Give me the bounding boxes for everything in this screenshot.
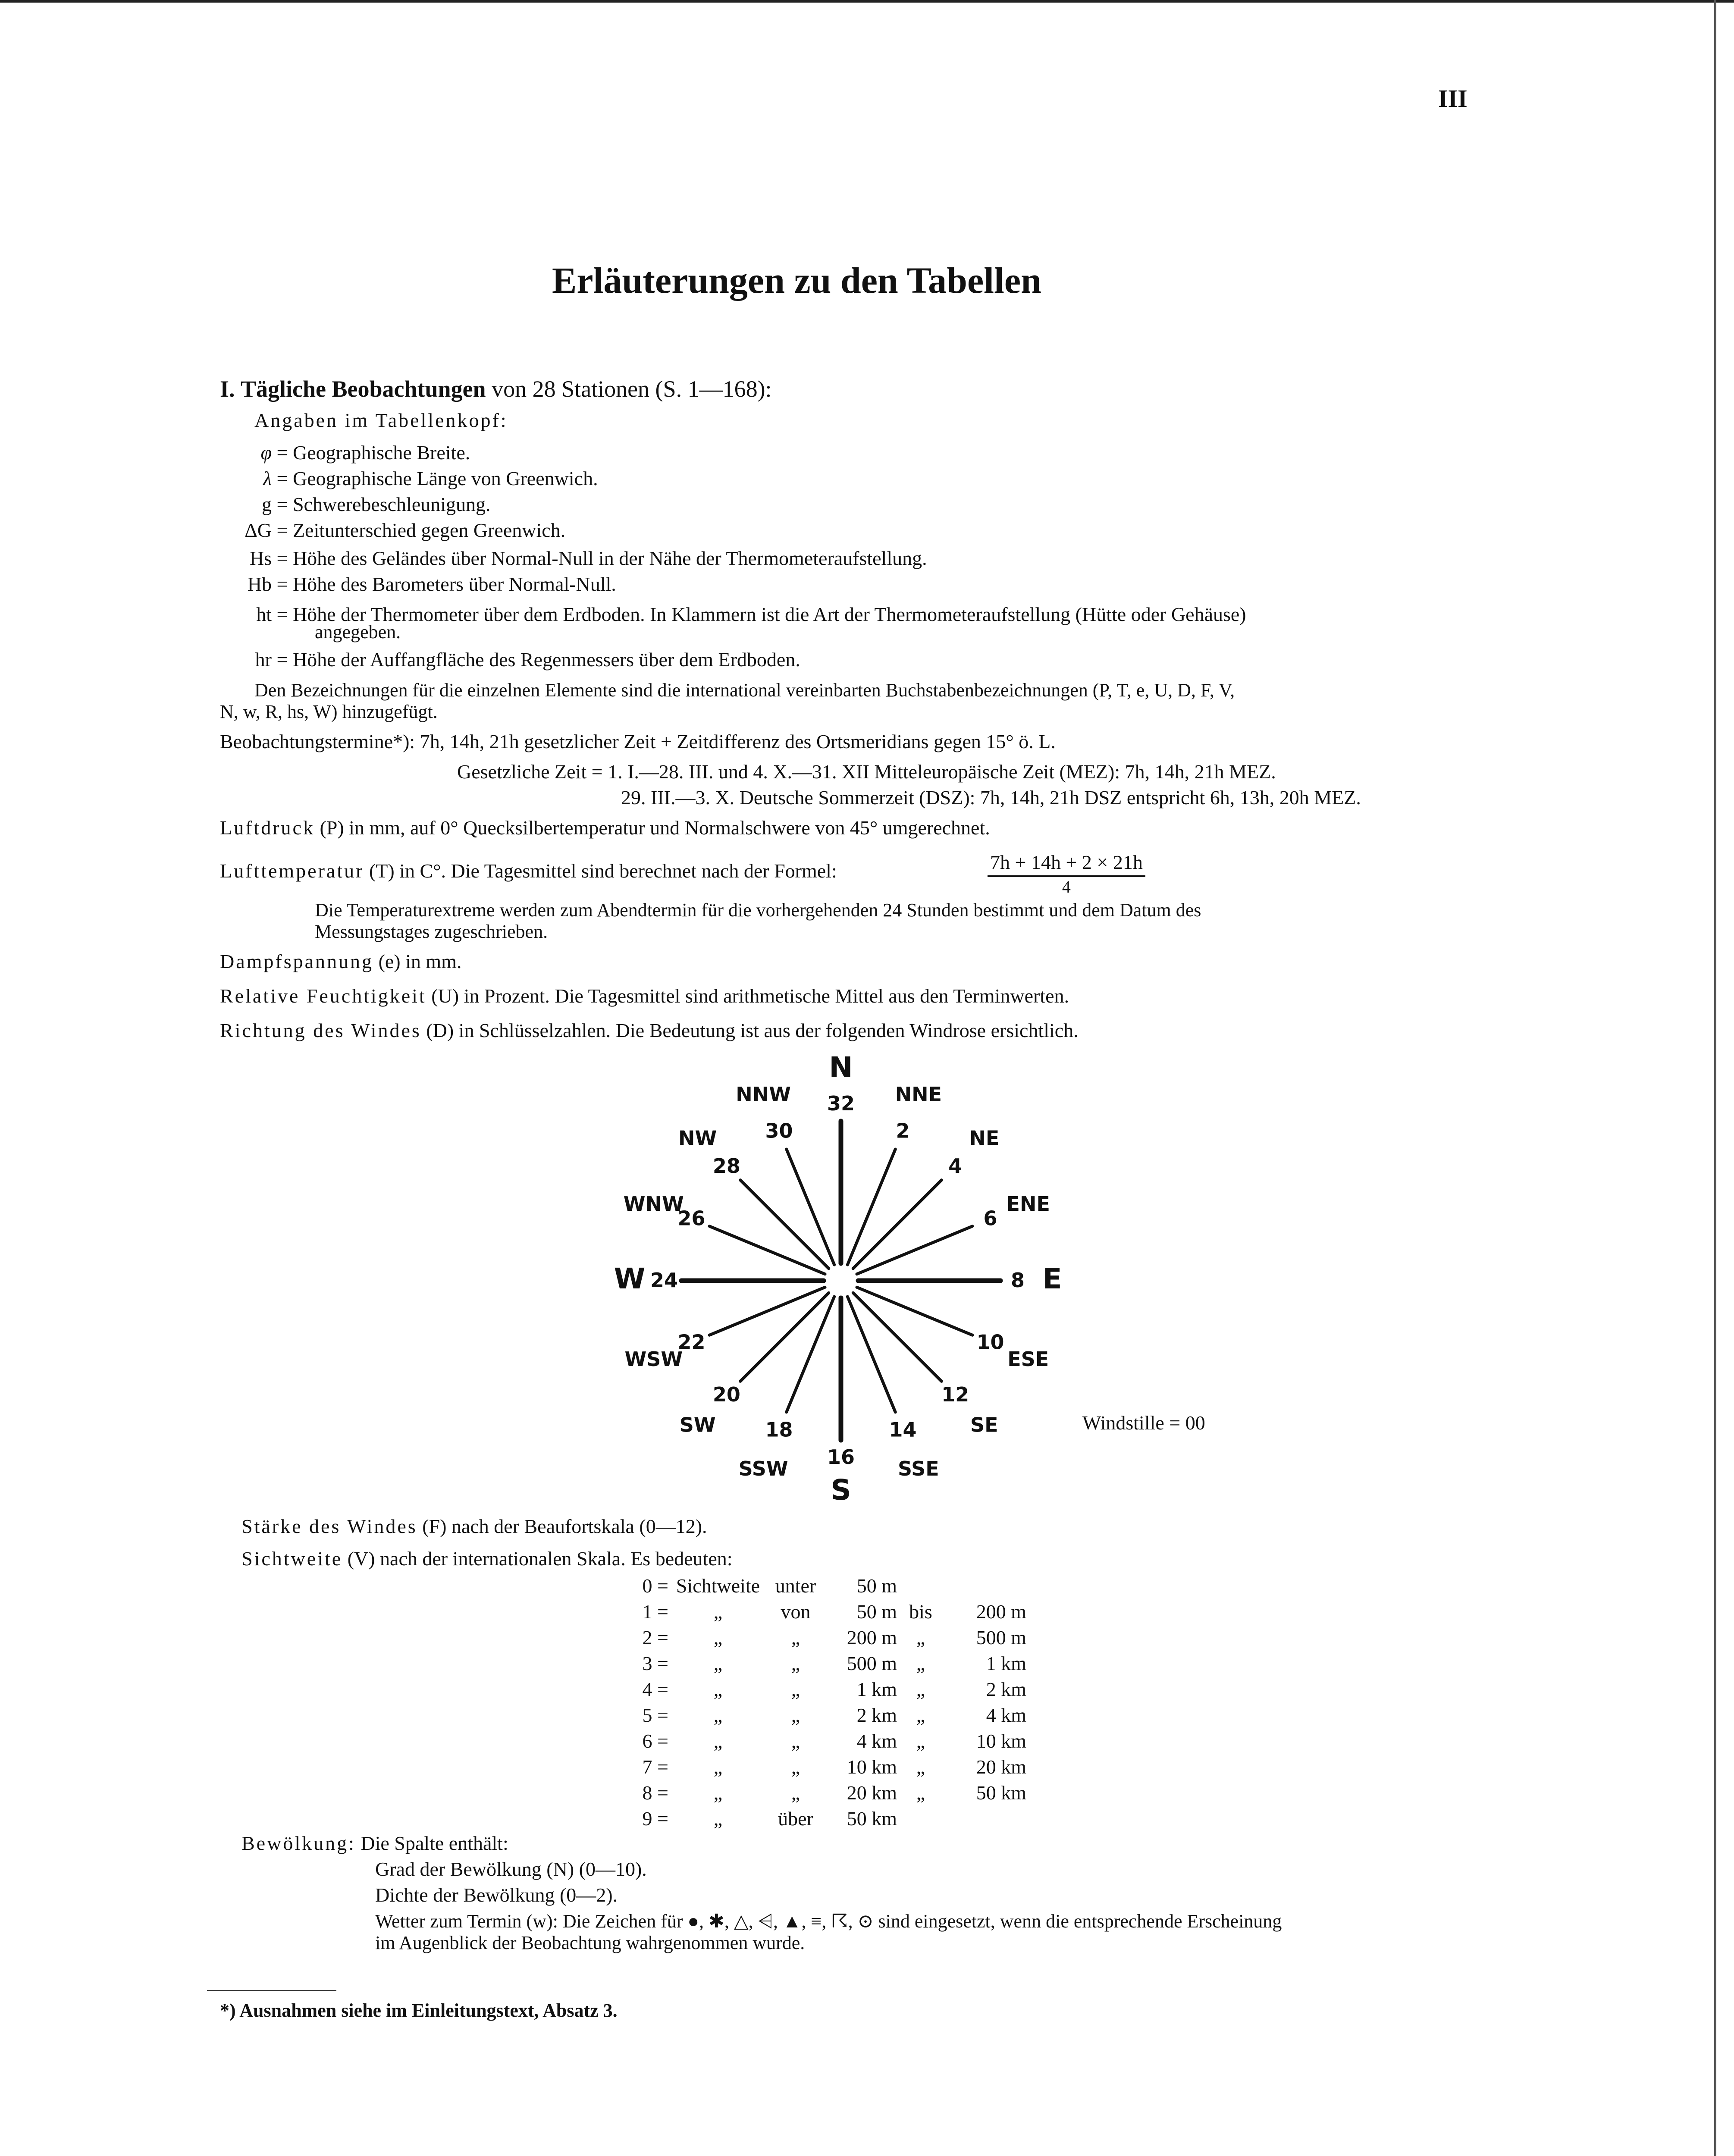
scan-edge-right bbox=[1714, 0, 1716, 2156]
table-cell: über bbox=[778, 1808, 813, 1830]
dampf-line bbox=[220, 949, 461, 975]
wind-code-sse: 14 bbox=[889, 1418, 917, 1442]
table-cell: 6 = bbox=[642, 1730, 668, 1752]
table-cell: 200 m bbox=[847, 1626, 897, 1648]
table-row bbox=[621, 1599, 1026, 1625]
table-cell: „ bbox=[791, 1652, 800, 1674]
wind-force-label: Stärke des Windes bbox=[241, 1515, 417, 1537]
elements-note-line1: Den Bezeichnungen für die einzelnen Elemente sind die international vereinbarten Buchstabenbezeichnungen (P, T, e, U, D, F, V, bbox=[254, 680, 1235, 701]
formula-numerator: 7h + 14h + 2 × 21h bbox=[988, 849, 1145, 877]
def-symbol: hr bbox=[255, 649, 272, 671]
wind-label-ssw: SSW bbox=[738, 1457, 788, 1481]
feuchte-label: Relative Feuchtigkeit bbox=[220, 985, 426, 1007]
table-cell: 2 = bbox=[642, 1626, 668, 1648]
wind-label-sse: SSE bbox=[898, 1457, 939, 1481]
table-cell: „ bbox=[916, 1756, 925, 1778]
table-cell: „ bbox=[713, 1756, 723, 1778]
table-cell: „ bbox=[713, 1782, 723, 1804]
def-text: Zeitunterschied gegen Greenwich. bbox=[292, 519, 566, 541]
wind-direction-label: Richtung des Windes bbox=[220, 1019, 421, 1041]
table-cell: 2 km bbox=[986, 1678, 1026, 1700]
wind-ray-ne bbox=[853, 1180, 941, 1269]
wind-code-sw: 20 bbox=[712, 1383, 740, 1407]
def-symbol: g bbox=[262, 493, 272, 515]
def-text: Schwerebeschleunigung. bbox=[292, 493, 491, 515]
def-text: Höhe des Geländes über Normal-Null in der Nähe der Thermometeraufstellung. bbox=[292, 547, 927, 569]
table-cell: 50 m bbox=[856, 1601, 897, 1623]
table-cell: 9 = bbox=[642, 1808, 668, 1830]
table-cell: „ bbox=[713, 1704, 723, 1726]
visibility-text: (V) nach der internationalen Skala. Es bedeuten: bbox=[347, 1548, 733, 1570]
wind-ray-wsw bbox=[709, 1287, 825, 1335]
table-cell: „ bbox=[791, 1704, 800, 1726]
wind-rose bbox=[561, 1056, 1121, 1505]
table-cell: 1 = bbox=[642, 1601, 668, 1623]
wind-code-w: 24 bbox=[650, 1269, 678, 1292]
wind-code-ne: 4 bbox=[948, 1154, 963, 1178]
table-cell: „ bbox=[916, 1704, 925, 1726]
lufttemp-label: Lufttemperatur bbox=[220, 860, 364, 882]
wind-label-nw: NW bbox=[678, 1126, 717, 1150]
table-cell: 500 m bbox=[976, 1626, 1026, 1648]
termine-text: 7h, 14h, 21h gesetzlicher Zeit + Zeitdifferenz des Ortsmeridians gegen 15° ö. L. bbox=[420, 730, 1056, 752]
lufttemp-line2: Die Temperaturextreme werden zum Abendtermin für die vorhergehenden 24 Stunden bestimmt und dem Datum des bbox=[315, 899, 1201, 921]
def-hb: Hb = Höhe des Barometers über Normal-Null. bbox=[207, 571, 616, 597]
wind-direction-text: (D) in Schlüsselzahlen. Die Bedeutung ist aus der folgenden Windrose ersichtlich. bbox=[426, 1019, 1079, 1041]
luftdruck-line bbox=[220, 815, 990, 841]
table-cell: Sichtweite bbox=[676, 1575, 760, 1597]
section-subtitle: von 28 Stationen (S. 1—168): bbox=[492, 376, 772, 402]
table-cell: 1 km bbox=[856, 1678, 897, 1700]
luftdruck-text: (P) in mm, auf 0° Quecksilbertemperatur und Normalschwere von 45° umgerechnet. bbox=[320, 817, 990, 839]
section-heading bbox=[220, 375, 772, 403]
lufttemp-text: (T) in C°. Die Tagesmittel sind berechnet nach der Formel: bbox=[369, 860, 837, 882]
visibility-line bbox=[241, 1546, 733, 1572]
table-cell: „ bbox=[916, 1730, 925, 1752]
wind-code-e: 8 bbox=[1010, 1269, 1025, 1292]
table-row bbox=[621, 1677, 1026, 1702]
table-cell bbox=[897, 1806, 944, 1832]
table-cell: „ bbox=[713, 1652, 723, 1674]
def-symbol: Hb bbox=[247, 573, 272, 595]
table-cell: 7 = bbox=[642, 1756, 668, 1778]
def-phi: φ = Geographische Breite. bbox=[207, 440, 470, 466]
dampf-text: (e) in mm. bbox=[378, 950, 462, 972]
def-text: Höhe des Barometers über Normal-Null. bbox=[292, 573, 616, 595]
wind-force-line bbox=[241, 1514, 707, 1539]
section-number: I. bbox=[220, 376, 235, 402]
wind-ray-se bbox=[853, 1293, 941, 1381]
page-number: III bbox=[1438, 85, 1467, 113]
table-cell: „ bbox=[916, 1626, 925, 1648]
table-row bbox=[621, 1651, 1026, 1677]
wind-label-nne: NNE bbox=[895, 1082, 942, 1106]
def-text: Geographische Breite. bbox=[292, 442, 470, 464]
cloud-line3: Wetter zum Termin (w): Die Zeichen für ●, ✱, △, ⩤, ▲, ≡, ☈, ⊙ sind eingesetzt, wenn die entsprechende Erscheinung bbox=[375, 1911, 1282, 1932]
table-row bbox=[621, 1780, 1026, 1806]
wind-code-nw: 28 bbox=[712, 1154, 740, 1178]
page-title: Erläuterungen zu den Tabellen bbox=[552, 260, 1041, 301]
def-text: Höhe der Thermometer über dem Erdboden. In Klammern ist die Art der Thermometeraufstellung (Hütte oder Gehäuse) bbox=[292, 603, 1246, 625]
table-cell: 2 km bbox=[856, 1704, 897, 1726]
table-row bbox=[621, 1754, 1026, 1780]
wind-ray-sse bbox=[847, 1297, 895, 1412]
table-cell: 3 = bbox=[642, 1652, 668, 1674]
table-cell: „ bbox=[791, 1782, 800, 1804]
table-cell: 10 km bbox=[847, 1756, 897, 1778]
cloud-line4: im Augenblick der Beobachtung wahrgenommen wurde. bbox=[375, 1932, 805, 1953]
table-cell: 50 km bbox=[847, 1808, 897, 1830]
table-cell: „ bbox=[916, 1678, 925, 1700]
cloud-label: Bewölkung: bbox=[241, 1832, 356, 1854]
def-text: Geographische Länge von Greenwich. bbox=[292, 467, 598, 489]
table-cell: 4 = bbox=[642, 1678, 668, 1700]
wind-label-se: SE bbox=[970, 1413, 998, 1437]
table-cell: 1 km bbox=[986, 1652, 1026, 1674]
table-cell: „ bbox=[791, 1730, 800, 1752]
cloud-line2: Dichte der Bewölkung (0—2). bbox=[375, 1884, 618, 1906]
wind-label-s: S bbox=[831, 1473, 851, 1505]
wind-ray-ese bbox=[857, 1287, 972, 1335]
table-row bbox=[621, 1625, 1026, 1651]
table-cell bbox=[944, 1573, 1026, 1599]
wind-label-sw: SW bbox=[679, 1413, 716, 1437]
table-cell: „ bbox=[916, 1652, 925, 1674]
table-cell: „ bbox=[713, 1626, 723, 1648]
footnote: *) Ausnahmen siehe im Einleitungstext, Absatz 3. bbox=[220, 2000, 618, 2021]
table-row bbox=[621, 1806, 1026, 1832]
def-lambda: λ = Geographische Länge von Greenwich. bbox=[207, 466, 598, 492]
termine-line1 bbox=[220, 729, 1056, 755]
feuchte-line bbox=[220, 983, 1069, 1009]
def-symbol: Hs bbox=[249, 547, 272, 569]
table-cell: „ bbox=[791, 1626, 800, 1648]
dampf-label: Dampfspannung bbox=[220, 950, 374, 972]
table-cell: „ bbox=[791, 1756, 800, 1778]
table-row bbox=[621, 1573, 1026, 1599]
wind-label-e: E bbox=[1042, 1262, 1062, 1295]
table-cell: „ bbox=[916, 1782, 925, 1804]
def-hr: hr = Höhe der Auffangfläche des Regenmessers über dem Erdboden. bbox=[207, 647, 800, 673]
cloud-line1: Grad der Bewölkung (N) (0—10). bbox=[375, 1858, 647, 1880]
wind-code-nne: 2 bbox=[896, 1119, 910, 1143]
lufttemp-line bbox=[220, 858, 837, 884]
wind-label-ese: ESE bbox=[1007, 1347, 1049, 1371]
def-ht: ht = Höhe der Thermometer über dem Erdboden. In Klammern ist die Art der Thermometeraufstellung (Hütte oder Gehäuse) bbox=[207, 602, 1246, 627]
lufttemp-formula bbox=[988, 849, 1145, 897]
def-hs: Hs = Höhe des Geländes über Normal-Null in der Nähe der Thermometeraufstellung. bbox=[207, 545, 927, 571]
table-cell: „ bbox=[713, 1808, 723, 1830]
table-cell: von bbox=[781, 1601, 811, 1623]
wind-code-n: 32 bbox=[827, 1092, 855, 1115]
termine-line2: Gesetzliche Zeit = 1. I.—28. III. und 4. X.—31. XII Mitteleuropäische Zeit (MEZ): 7h, 14h, 21h MEZ. bbox=[457, 761, 1276, 783]
table-cell: „ bbox=[713, 1730, 723, 1752]
table-cell: 20 km bbox=[976, 1756, 1026, 1778]
table-cell: 5 = bbox=[642, 1704, 668, 1726]
cloud-line bbox=[241, 1830, 508, 1856]
wind-code-nnw: 30 bbox=[765, 1119, 793, 1143]
def-g: g = Schwerebeschleunigung. bbox=[207, 492, 491, 517]
table-cell: „ bbox=[713, 1601, 723, 1623]
table-row bbox=[621, 1702, 1026, 1728]
wind-label-nnw: NNW bbox=[736, 1082, 791, 1106]
feuchte-text: (U) in Prozent. Die Tagesmittel sind arithmetische Mittel aus den Terminwerten. bbox=[431, 985, 1069, 1007]
wind-force-text: (F) nach der Beaufortskala (0—12). bbox=[422, 1515, 707, 1537]
wind-code-wnw: 26 bbox=[677, 1206, 706, 1230]
cloud-text: Die Spalte enthält: bbox=[361, 1832, 508, 1854]
wind-label-w: W bbox=[614, 1262, 646, 1295]
termine-line3: 29. III.—3. X. Deutsche Sommerzeit (DSZ): 7h, 14h, 21h DSZ entspricht 6h, 13h, 20h MEZ. bbox=[621, 787, 1361, 808]
table-cell: 0 = bbox=[642, 1575, 668, 1597]
wind-ray-nnw bbox=[787, 1149, 834, 1265]
table-cell: 10 km bbox=[976, 1730, 1026, 1752]
wind-label-wsw: WSW bbox=[624, 1347, 683, 1371]
def-delta-g: ΔG = Zeitunterschied gegen Greenwich. bbox=[207, 517, 565, 543]
scan-edge-top bbox=[0, 0, 1734, 3]
visibility-label: Sichtweite bbox=[241, 1548, 343, 1570]
def-symbol: λ bbox=[263, 467, 272, 489]
section-title: Tägliche Beobachtungen bbox=[241, 376, 486, 402]
def-text: Höhe der Auffangfläche des Regenmessers über dem Erdboden. bbox=[292, 649, 800, 671]
wind-label-ene: ENE bbox=[1006, 1192, 1050, 1216]
wind-code-ese: 10 bbox=[976, 1330, 1004, 1354]
table-cell bbox=[944, 1806, 1026, 1832]
def-symbol: φ bbox=[260, 442, 272, 464]
wind-code-se: 12 bbox=[941, 1383, 969, 1407]
table-cell: „ bbox=[713, 1678, 723, 1700]
wind-code-s: 16 bbox=[827, 1445, 855, 1469]
table-cell: 8 = bbox=[642, 1782, 668, 1804]
table-row bbox=[621, 1728, 1026, 1754]
table-cell: 4 km bbox=[856, 1730, 897, 1752]
luftdruck-label: Luftdruck bbox=[220, 817, 315, 839]
table-cell: „ bbox=[791, 1678, 800, 1700]
wind-ray-nne bbox=[847, 1149, 895, 1265]
table-cell bbox=[897, 1573, 944, 1599]
calm-note: Windstille = 00 bbox=[1082, 1412, 1205, 1434]
visibility-table bbox=[621, 1573, 1026, 1832]
header-intro: Angaben im Tabellenkopf: bbox=[254, 409, 508, 431]
wind-label-wnw: WNW bbox=[623, 1192, 684, 1216]
def-symbol: ht bbox=[256, 603, 272, 625]
table-cell: 50 m bbox=[856, 1575, 897, 1597]
def-ht-cont: angegeben. bbox=[315, 621, 401, 642]
footnote-rule bbox=[207, 1990, 336, 1991]
table-cell: 200 m bbox=[976, 1601, 1026, 1623]
wind-label-ne: NE bbox=[969, 1126, 1000, 1150]
table-cell: 50 km bbox=[976, 1782, 1026, 1804]
table-cell: 4 km bbox=[986, 1704, 1026, 1726]
wind-ray-ssw bbox=[787, 1297, 834, 1412]
table-cell: 500 m bbox=[847, 1652, 897, 1674]
wind-label-n: N bbox=[829, 1056, 853, 1084]
table-cell: unter bbox=[775, 1575, 816, 1597]
wind-ray-ene bbox=[857, 1226, 972, 1274]
termine-label: Beobachtungstermine*): bbox=[220, 730, 415, 752]
wind-ray-sw bbox=[740, 1293, 829, 1381]
wind-code-ene: 6 bbox=[983, 1206, 997, 1230]
wind-ray-nw bbox=[740, 1180, 829, 1269]
wind-code-wsw: 22 bbox=[677, 1330, 706, 1354]
wind-direction-line bbox=[220, 1018, 1079, 1044]
def-symbol: ΔG bbox=[245, 519, 272, 541]
table-cell: 20 km bbox=[847, 1782, 897, 1804]
wind-ray-wnw bbox=[709, 1226, 825, 1274]
table-cell: bis bbox=[909, 1601, 932, 1623]
elements-note-line2: N, w, R, hs, W) hinzugefügt. bbox=[220, 701, 438, 722]
formula-denominator: 4 bbox=[1062, 877, 1071, 896]
visibility-table-body bbox=[621, 1573, 1026, 1832]
lufttemp-line3: Messungstages zugeschrieben. bbox=[315, 921, 548, 942]
wind-code-ssw: 18 bbox=[765, 1418, 793, 1442]
